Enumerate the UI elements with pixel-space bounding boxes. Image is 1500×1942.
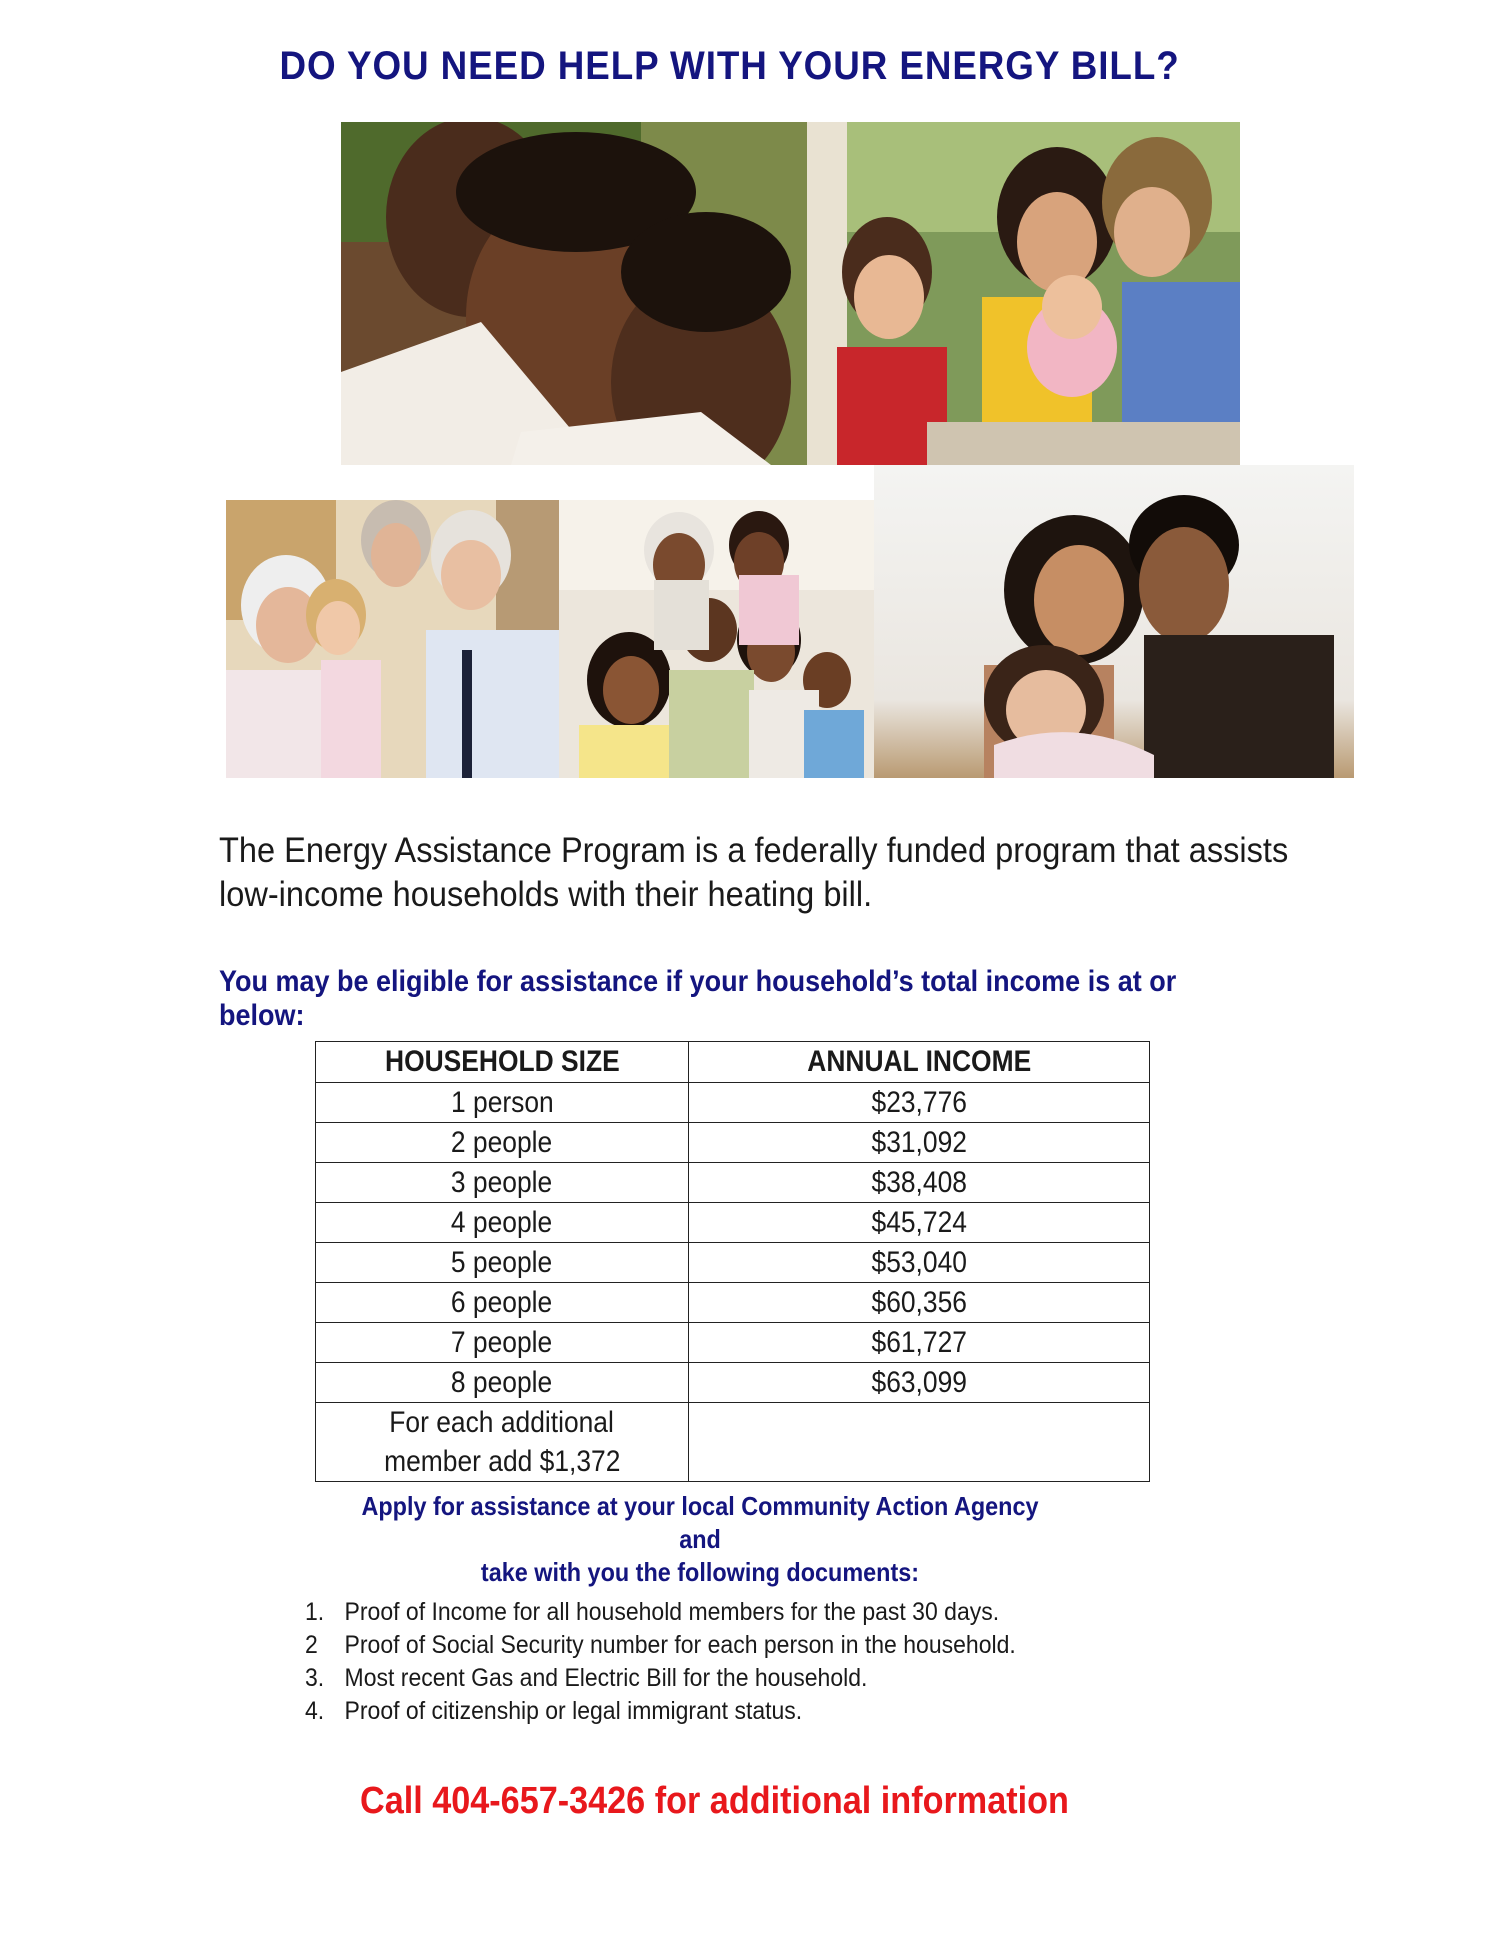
list-item-text: Proof of Social Security number for each person in the household. (344, 1631, 1016, 1659)
annual-income-cell: $61,727 (689, 1323, 1150, 1363)
table-row (316, 1363, 1150, 1403)
household-size-cell: 1 person (316, 1083, 689, 1123)
annual-income-cell: $63,099 (689, 1363, 1150, 1403)
apply-instructions (340, 1490, 1060, 1589)
additional-member-cell (316, 1403, 689, 1482)
additional-member-line-2: member add $1,372 (383, 1445, 621, 1478)
column-header-annual-income: ANNUAL INCOME (689, 1042, 1150, 1083)
household-size-cell: 5 people (316, 1243, 689, 1283)
table-row-additional-member (316, 1403, 1150, 1482)
household-size-cell: 6 people (316, 1283, 689, 1323)
table-row (316, 1123, 1150, 1163)
additional-member-income-cell (689, 1403, 1150, 1482)
annual-income-cell: $45,724 (689, 1203, 1150, 1243)
annual-income-cell: $60,356 (689, 1283, 1150, 1323)
list-item-number: 4. (305, 1697, 325, 1725)
table-row (316, 1163, 1150, 1203)
list-item (305, 1695, 1133, 1728)
household-size-cell: 3 people (316, 1163, 689, 1203)
table-row (316, 1243, 1150, 1283)
household-size-cell: 7 people (316, 1323, 689, 1363)
list-item (305, 1596, 1133, 1629)
apply-instructions-line-2: take with you the following documents: (480, 1557, 920, 1587)
annual-income-cell: $53,040 (689, 1243, 1150, 1283)
apply-instructions-line-1: Apply for assistance at your local Community Action Agency and (361, 1491, 1039, 1554)
young-couple-with-baby-photo (874, 465, 1354, 778)
household-size-cell: 4 people (316, 1203, 689, 1243)
list-item-number: 2 (305, 1631, 318, 1659)
table-row (316, 1203, 1150, 1243)
list-item (305, 1629, 1133, 1662)
required-documents-list (305, 1596, 1205, 1728)
income-eligibility-table (315, 1041, 1150, 1482)
list-item-text: Proof of citizenship or legal immigrant status. (344, 1697, 803, 1725)
program-description: The Energy Assistance Program is a federally funded program that assists low-income households with their heating bill. (219, 831, 1289, 914)
young-family-with-two-children-photo (807, 122, 1240, 465)
page-headline: DO YOU NEED HELP WITH YOUR ENERGY BILL? (279, 44, 1180, 88)
mother-with-two-children-photo (341, 122, 807, 465)
table-row (316, 1323, 1150, 1363)
column-header-household-size: HOUSEHOLD SIZE (316, 1042, 689, 1083)
annual-income-cell: $38,408 (689, 1163, 1150, 1203)
multigenerational-family-photo (559, 500, 874, 778)
eligibility-heading: You may be eligible for assistance if your household’s total income is at or below: (219, 965, 1177, 1032)
table-header-row (316, 1042, 1150, 1083)
list-item-text: Most recent Gas and Electric Bill for the household. (344, 1664, 868, 1692)
annual-income-cell: $23,776 (689, 1083, 1150, 1123)
list-item (305, 1662, 1133, 1695)
list-item-number: 3. (305, 1664, 325, 1692)
phone-callout: Call 404-657-3426 for additional information (360, 1780, 1069, 1822)
elderly-family-with-granddaughter-photo (226, 500, 559, 778)
household-size-cell: 8 people (316, 1363, 689, 1403)
annual-income-cell: $31,092 (689, 1123, 1150, 1163)
list-item-text: Proof of Income for all household members for the past 30 days. (344, 1598, 1000, 1626)
table-row (316, 1283, 1150, 1323)
list-item-number: 1. (305, 1598, 325, 1626)
additional-member-line-1: For each additional (389, 1406, 615, 1439)
table-row (316, 1083, 1150, 1123)
household-size-cell: 2 people (316, 1123, 689, 1163)
